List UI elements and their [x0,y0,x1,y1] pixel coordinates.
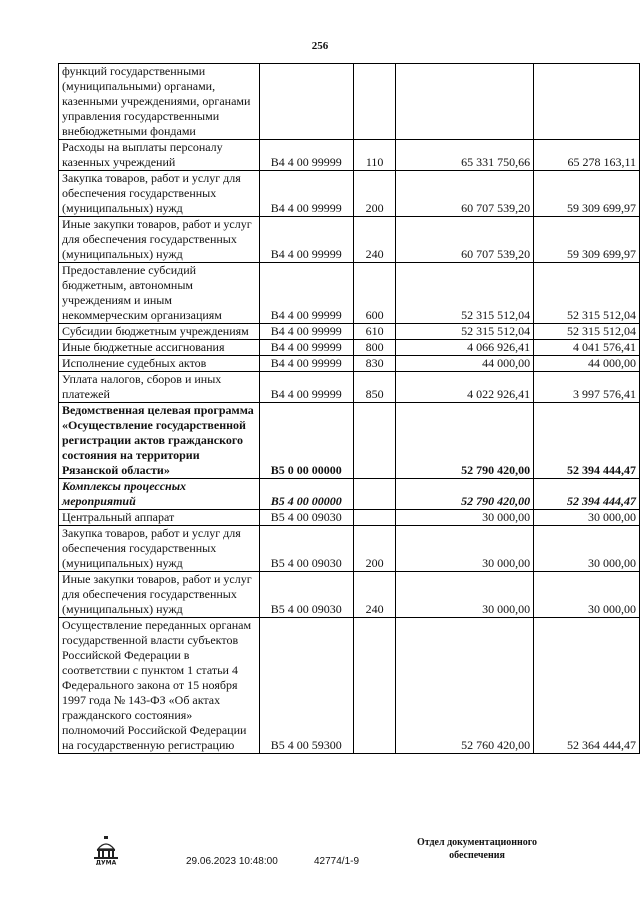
cell-type: 600 [353,263,395,324]
cell-amount1: 52 315 512,04 [396,263,534,324]
table-row [59,510,640,526]
cell-name: Предоставление субсидий бюджетным, автономным учреждениям и иным некоммерческим организациям [59,263,260,324]
cell-name: Иные закупки товаров, работ и услуг для обеспечения государственных (муниципальных) нужд [59,217,260,263]
cell-name: Субсидии бюджетным учреждениям [59,324,260,340]
table-row [59,171,640,217]
cell-amount1: 60 707 539,20 [396,171,534,217]
cell-name: Расходы на выплаты персоналу казенных учреждений [59,140,260,171]
cell-amount2: 4 041 576,41 [534,340,640,356]
cell-amount2: 52 364 444,47 [534,618,640,754]
cell-name: Комплексы процессных мероприятий [59,479,260,510]
cell-amount2: 59 309 699,97 [534,171,640,217]
cell-amount1: 60 707 539,20 [396,217,534,263]
table-row [59,217,640,263]
cell-amount1: 30 000,00 [396,572,534,618]
footer-datetime: 29.06.2023 10:48:00 [186,856,278,867]
cell-name: Иные бюджетные ассигнования [59,340,260,356]
cell-name: Закупка товаров, работ и услуг для обеспечения государственных (муниципальных) нужд [59,526,260,572]
cell-type: 110 [353,140,395,171]
cell-amount1: 65 331 750,66 [396,140,534,171]
cell-amount2 [534,64,640,140]
budget-table [58,63,640,754]
table-row [59,618,640,754]
cell-type: 200 [353,526,395,572]
cell-code: В4 4 00 99999 [259,324,353,340]
cell-amount1: 4 022 926,41 [396,372,534,403]
cell-code: В4 4 00 99999 [259,340,353,356]
page-number: 256 [311,40,329,52]
cell-amount2: 65 278 163,11 [534,140,640,171]
cell-type: 800 [353,340,395,356]
cell-code: В4 4 00 99999 [259,171,353,217]
cell-code: В4 4 00 99999 [259,217,353,263]
cell-code: В5 4 00 09030 [259,572,353,618]
cell-code: В5 4 00 09030 [259,526,353,572]
table-row [59,324,640,340]
cell-name: функций государственными (муниципальными) органами, казенными учреждениями, органами управления государственными внебюджетными фондами [59,64,260,140]
cell-name: Закупка товаров, работ и услуг для обеспечения государственных (муниципальных) нужд [59,171,260,217]
cell-code: В4 4 00 99999 [259,372,353,403]
table-row [59,403,640,479]
cell-type [353,618,395,754]
cell-code: В5 4 00 59300 [259,618,353,754]
cell-code [259,64,353,140]
cell-amount2: 30 000,00 [534,572,640,618]
cell-name: Ведомственная целевая программа «Осуществление государственной регистрации актов гражданского состояния на территории Рязанской области» [59,403,260,479]
cell-name: Осуществление переданных органам государственной власти субъектов Российской Федерации в соответствии с пунктом 1 статьи 4 Федерального закона от 15 ноября 1997 года № 143-ФЗ «Об актах гражданского состояния» полномочий Российской Федерации на государственную регистрацию [59,618,260,754]
cell-amount2: 52 315 512,04 [534,263,640,324]
cell-amount1: 52 315 512,04 [396,324,534,340]
table-row [59,340,640,356]
table-row [59,64,640,140]
table-row [59,356,640,372]
cell-type: 240 [353,217,395,263]
cell-code: В4 4 00 99999 [259,140,353,171]
cell-type [353,403,395,479]
cell-amount2: 30 000,00 [534,526,640,572]
cell-amount1: 4 066 926,41 [396,340,534,356]
table-row [59,572,640,618]
cell-type [353,64,395,140]
cell-amount2: 3 997 576,41 [534,372,640,403]
footer-doc-number: 42774/1-9 [314,856,360,867]
cell-type: 610 [353,324,395,340]
cell-amount1: 30 000,00 [396,526,534,572]
table-row [59,479,640,510]
budget-table-body [59,64,640,754]
cell-amount1: 52 760 420,00 [396,618,534,754]
cell-amount2: 52 394 444,47 [534,479,640,510]
cell-type: 240 [353,572,395,618]
cell-type: 200 [353,171,395,217]
cell-code: В5 0 00 00000 [259,403,353,479]
cell-code: В4 4 00 99999 [259,263,353,324]
cell-amount2: 52 315 512,04 [534,324,640,340]
cell-name: Уплата налогов, сборов и иных платежей [59,372,260,403]
cell-type: 850 [353,372,395,403]
cell-amount1: 52 790 420,00 [396,403,534,479]
cell-type: 830 [353,356,395,372]
cell-amount1: 44 000,00 [396,356,534,372]
cell-name: Иные закупки товаров, работ и услуг для обеспечения государственных (муниципальных) нужд [59,572,260,618]
stamp-label: ДУМА [95,859,117,865]
footer-department: Отдел документационного обеспечения [416,837,538,861]
table-row [59,140,640,171]
table-row [59,526,640,572]
cell-code: В5 4 00 00000 [259,479,353,510]
duma-emblem-icon [88,835,124,865]
cell-type [353,479,395,510]
cell-code: В5 4 00 09030 [259,510,353,526]
cell-amount2: 30 000,00 [534,510,640,526]
cell-amount1: 52 790 420,00 [396,479,534,510]
cell-amount2: 44 000,00 [534,356,640,372]
cell-amount1: 30 000,00 [396,510,534,526]
cell-code: В4 4 00 99999 [259,356,353,372]
table-row [59,372,640,403]
cell-amount2: 59 309 699,97 [534,217,640,263]
cell-name: Исполнение судебных актов [59,356,260,372]
cell-amount2: 52 394 444,47 [534,403,640,479]
cell-name: Центральный аппарат [59,510,260,526]
table-row [59,263,640,324]
cell-amount1 [396,64,534,140]
cell-type [353,510,395,526]
